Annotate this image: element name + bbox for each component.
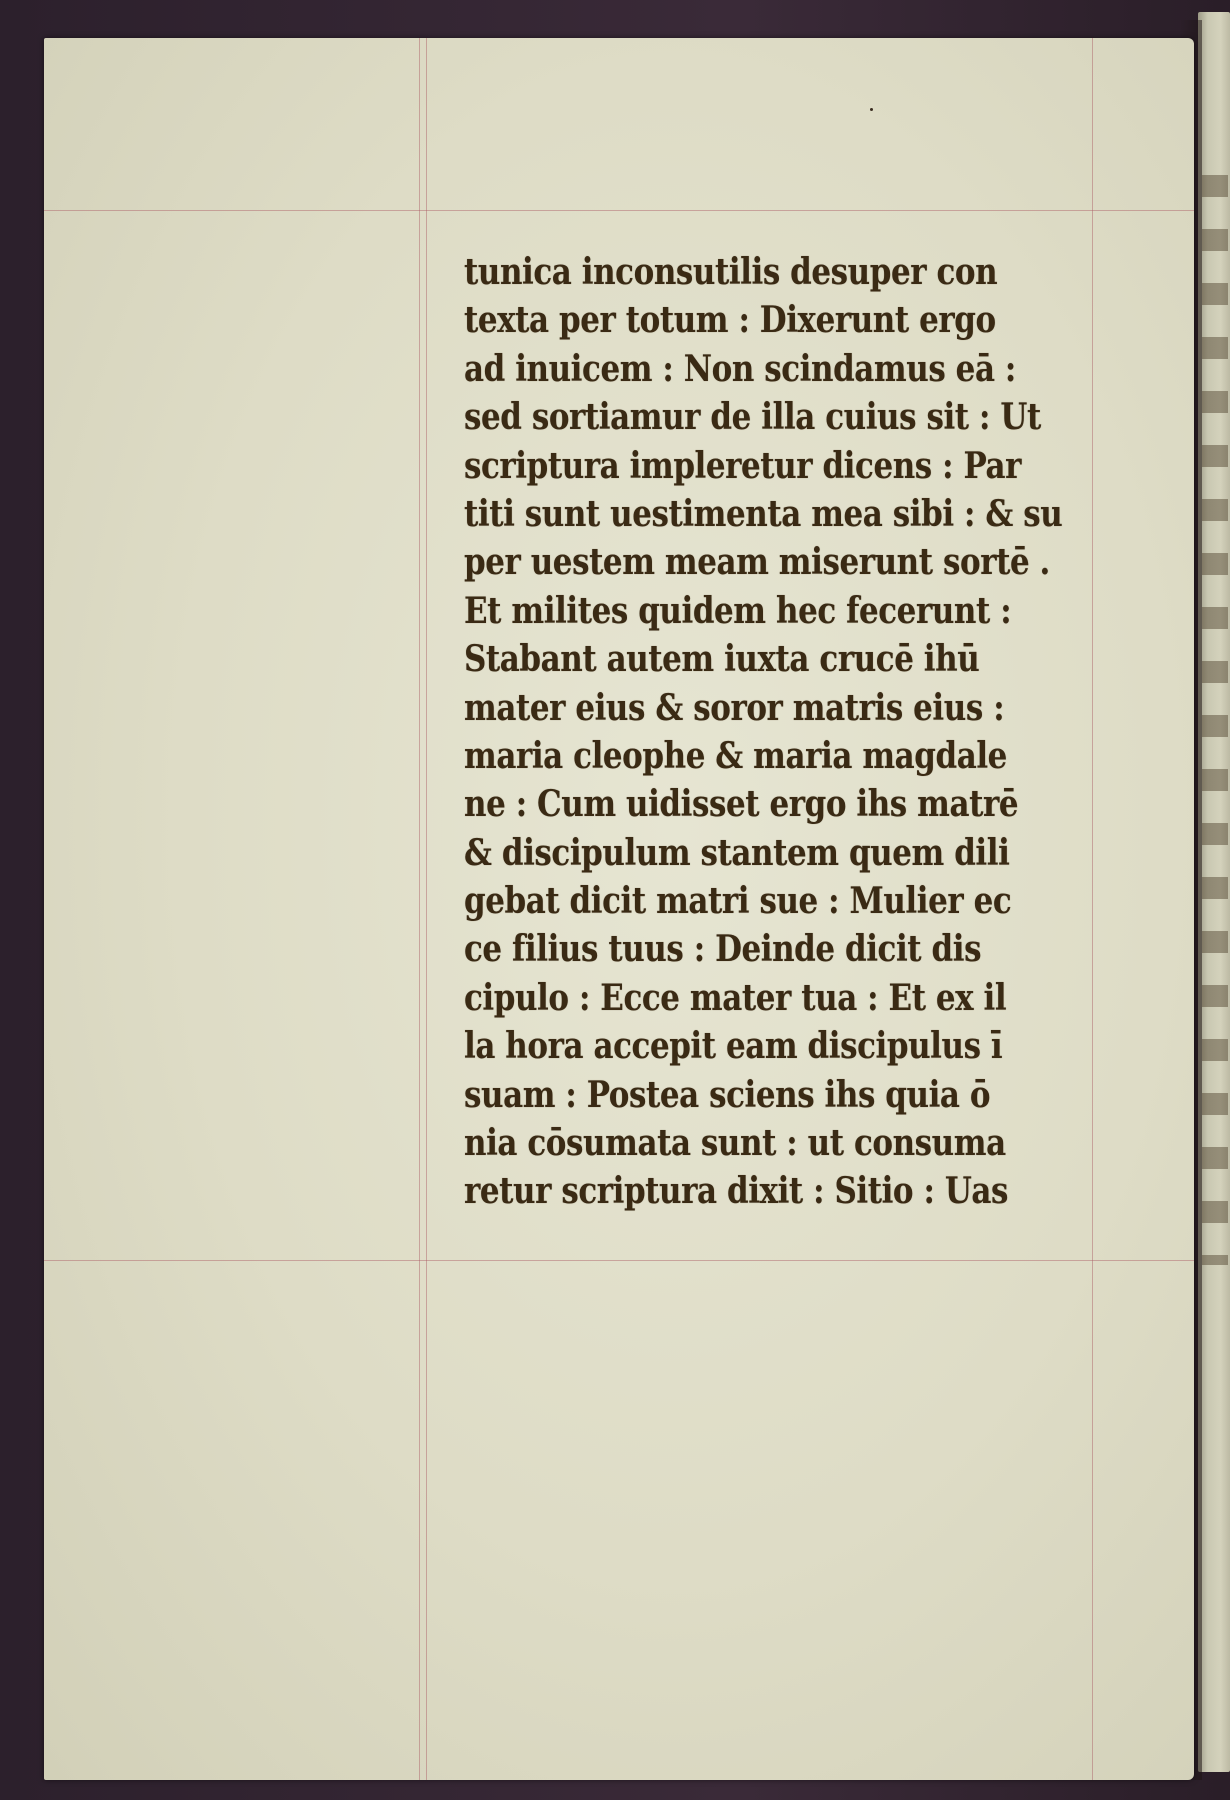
text-line: Stabant autem iuxta crucē ihū: [464, 638, 980, 681]
text-line: mater eius & soror matris eius :: [464, 686, 1005, 729]
text-line: gebat dicit matri sue : Mulier ec: [464, 880, 1012, 923]
ruling-line-text-left: [426, 38, 427, 1780]
text-line: titi sunt uestimenta mea sibi : & su: [464, 492, 1063, 535]
text-line: ad inuicem : Non scindamus eā :: [464, 347, 1016, 390]
manuscript-leaf: [44, 38, 1194, 1780]
facing-page-text-fragment: [1202, 175, 1228, 1265]
text-line: nia cōsumata sunt : ut consuma: [464, 1122, 1006, 1165]
text-line: Et milites quidem hec fecerunt :: [464, 589, 1012, 632]
ink-speck: [870, 108, 873, 111]
text-line: ce filius tuus : Deinde dicit dis: [464, 928, 982, 971]
text-line: suam : Postea sciens ihs quia ō: [464, 1073, 991, 1116]
ruling-line-left-margin: [419, 38, 420, 1780]
text-line: maria cleophe & maria magdale: [464, 734, 1007, 777]
text-line: cipulo : Ecce mater tua : Et ex il: [464, 976, 1007, 1019]
text-line: sed sortiamur de illa cuius sit : Ut: [464, 396, 1041, 439]
text-line: retur scriptura dixit : Sitio : Uas: [464, 1170, 1009, 1213]
ruling-line-bottom: [44, 1260, 1194, 1261]
text-line: texta per totum : Dixerunt ergo: [464, 299, 996, 342]
text-line: scriptura impleretur dicens : Par: [464, 444, 1022, 487]
text-line: tunica inconsutilis desuper con: [464, 251, 998, 293]
text-line: la hora accepit eam discipulus ī: [464, 1025, 1003, 1068]
text-column: [464, 248, 1124, 1216]
text-line: ne : Cum uidisset ergo ihs matrē: [464, 783, 1019, 826]
text-line: & discipulum stantem quem dili: [464, 831, 1010, 874]
text-line: per uestem meam miserunt sortē .: [464, 541, 1050, 584]
ruling-line-top: [44, 210, 1194, 211]
